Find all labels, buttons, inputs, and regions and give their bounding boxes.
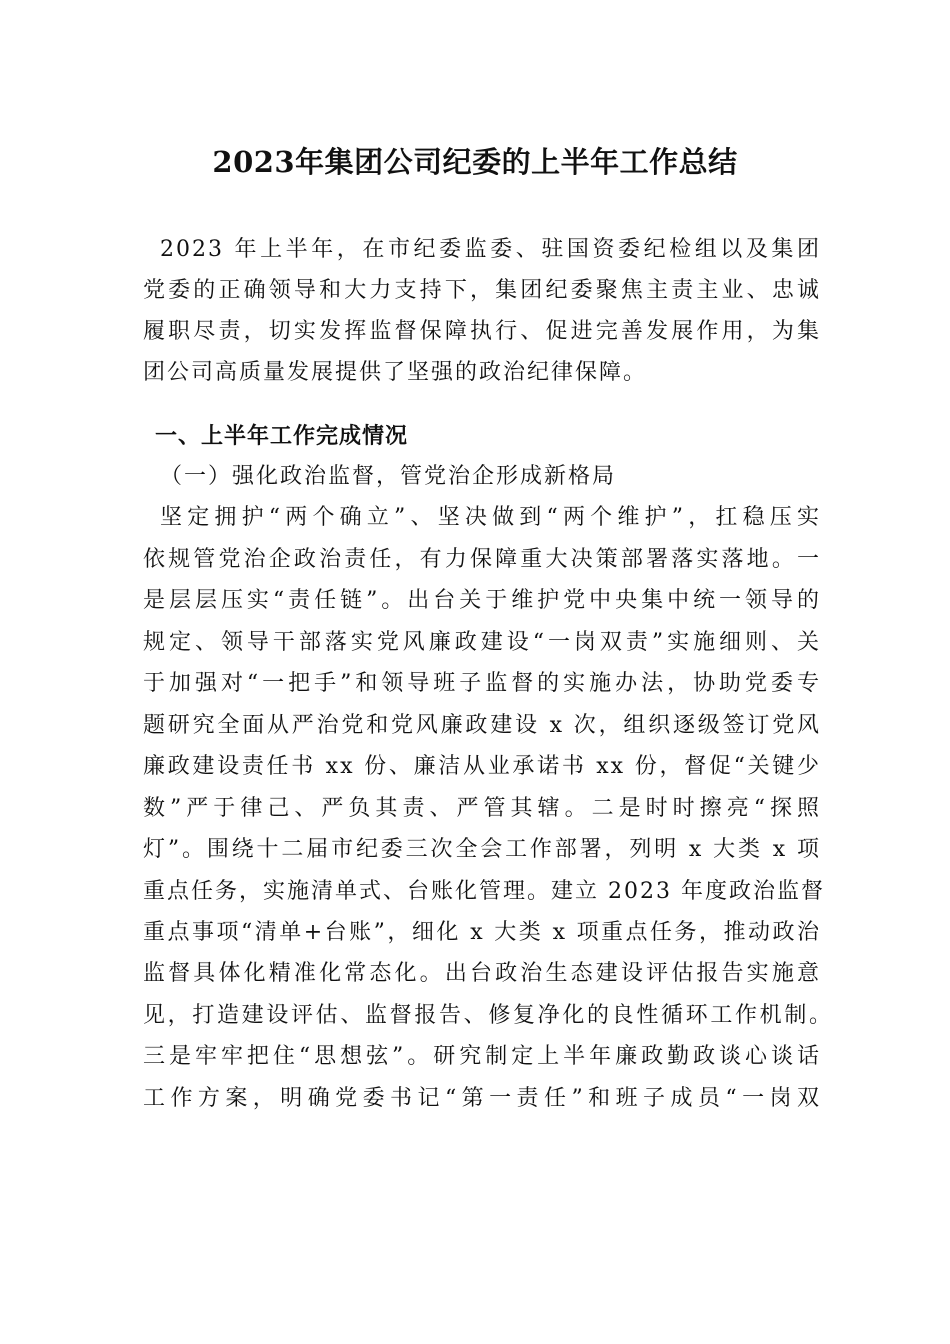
text-line: 廉政建设责任书 xx 份、廉洁从业承诺书 xx 份，督促“关键少: [143, 754, 821, 779]
text-line: 团公司高质量发展提供了坚强的政治纪律保障。: [143, 360, 648, 385]
text-line: 监督具体化精准化常态化。出台政治生态建设评估报告实施意: [143, 961, 821, 986]
text-line: 规定、领导干部落实党风廉政建设“一岗双责”实施细则、关: [143, 630, 821, 655]
text-line: 坚定拥护“两个确立”、坚决做到“两个维护”，扛稳压实: [160, 505, 821, 530]
text-line: 是层层压实“责任链”。出台关于维护党中央集中统一领导的: [143, 588, 821, 613]
text-line: 重点任务，实施清单式、台账化管理。建立 2023 年度政治监督: [143, 879, 825, 904]
text-line: 党委的正确领导和大力支持下，集团纪委聚焦主责主业、忠诚: [143, 278, 821, 303]
text-line: 工作方案，明确党委书记“第一责任”和班子成员“一岗双: [143, 1086, 821, 1111]
section-heading: 一、上半年工作完成情况: [155, 424, 409, 449]
text-line: 题研究全面从严治党和党风廉政建设 x 次，组织逐级签订党风: [143, 713, 821, 738]
subsection-heading: （一）强化政治监督，管党治企形成新格局: [160, 464, 617, 489]
text-line: 履职尽责，切实发挥监督保障执行、促进完善发展作用，为集: [143, 319, 821, 344]
document-title: 2023年集团公司纪委的上半年工作总结: [212, 145, 738, 179]
text-line: 数”严于律己、严负其责、严管其辖。二是时时擦亮“探照: [143, 796, 821, 821]
text-line: 三是牢牢把住“思想弦”。研究制定上半年廉政勤政谈心谈话: [143, 1044, 821, 1069]
text-line: 灯”。围绕十二届市纪委三次全会工作部署，列明 x 大类 x 项: [143, 837, 821, 862]
text-line: 2023 年上半年，在市纪委监委、驻国资委纪检组以及集团: [160, 237, 821, 262]
text-line: 见，打造建设评估、监督报告、修复净化的良性循环工作机制。: [143, 1003, 833, 1028]
text-line: 于加强对“一把手”和领导班子监督的实施办法，协助党委专: [143, 671, 821, 696]
text-line: 依规管党治企政治责任，有力保障重大决策部署落实落地。一: [143, 547, 821, 572]
text-line: 重点事项“清单+台账”，细化 x 大类 x 项重点任务，推动政治: [143, 920, 821, 945]
